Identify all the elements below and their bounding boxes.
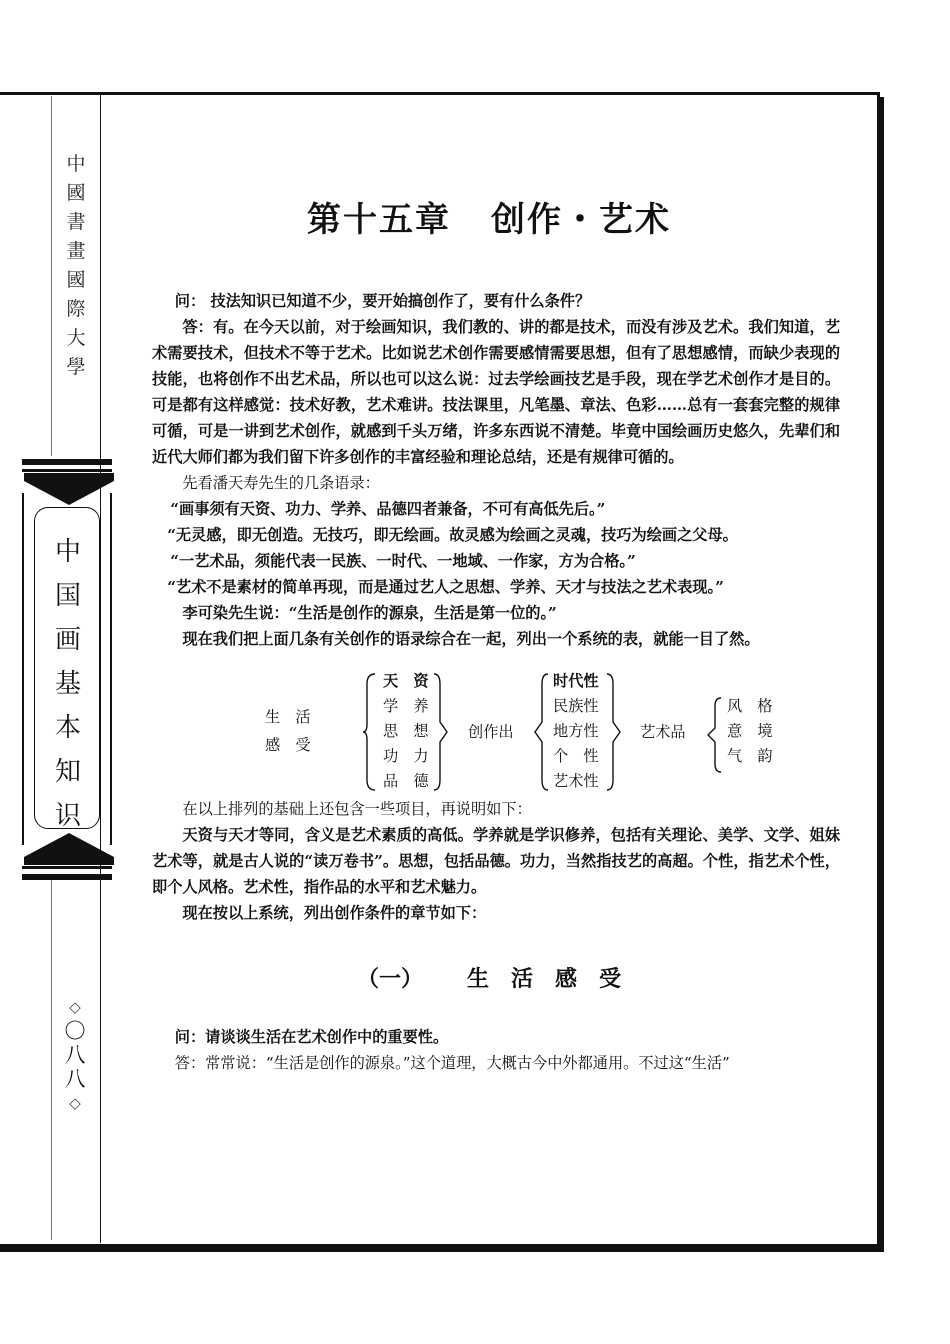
banner-top-bar <box>22 459 112 465</box>
chapter-title <box>100 192 878 241</box>
book-title-char: 本 <box>54 713 81 743</box>
scheme-quality-item: 思 想 <box>383 722 429 740</box>
diamond-icon: ◇ <box>69 998 81 1016</box>
series-title-char: 國 <box>66 269 86 291</box>
quote: “无灵感，即无创造。无技巧，即无绘画。故灵感为绘画之灵魂，技巧为绘画之父母。 <box>167 526 738 544</box>
scheme-quality-item: 天 资 <box>383 672 429 690</box>
quote: “画事须有天资、功力、学养、品德四者兼备，不可有高低先后。” <box>170 500 606 518</box>
scheme-trait-item: 个 性 <box>553 747 599 765</box>
section-number: （一） <box>356 966 423 992</box>
book-title-char: 国 <box>54 581 81 611</box>
brace-left-icon <box>532 672 550 792</box>
book-title-char: 识 <box>54 801 81 831</box>
chapter-number: 第十五章 <box>307 200 451 240</box>
li-quote: 李可染先生说：“生活是创作的源泉，生活是第一位的。” <box>182 604 557 622</box>
section-question: 问：请谈谈生活在艺术创作中的重要性。 <box>174 1028 449 1046</box>
scheme-quality-item: 学 养 <box>383 697 429 715</box>
book-title-char: 画 <box>54 625 81 655</box>
explanation-text <box>152 796 840 926</box>
intro-text <box>152 288 840 652</box>
question: 问： 技法知识已知道不少，要开始搞创作了，要有什么条件？ <box>174 292 591 310</box>
scheme-artwork-label: 艺术品 <box>640 723 686 741</box>
scheme-trait-item: 地方性 <box>553 722 599 740</box>
section-name: 生 活 感 受 <box>467 966 622 992</box>
scheme-quality-item: 品 德 <box>383 772 429 790</box>
book-title-char: 中 <box>54 537 81 567</box>
banner-chevron-bottom <box>24 833 114 865</box>
book-title-char: 知 <box>54 757 81 787</box>
book-title-banner <box>22 493 112 845</box>
book-title <box>35 530 101 838</box>
section-title <box>100 962 878 993</box>
answer: 答：有。在今天以前，对于绘画知识，我们教的、讲的都是技术，而没有涉及艺术。我们知道，艺术需要技术，但技术不等于艺术。比如说艺术创作需要感情需要思想，但有了思想感情，而缺少表现的技能，也将创作不出艺术品，所以也可以这么说：过去学绘画技艺是手段，现在学艺术创作才是目的。可是都有这样感觉：技术好教，艺术难讲。技法课里，凡笔墨、章法、色彩……总有一套套完整的规律可循，可是一讲到艺术创作，就感到千头万绪，许多东西说不清楚。毕竟中国绘画历史悠久，先辈们和近代大师们都为我们留下许多创作的丰富经验和理论总结，还是有规律可循的。 <box>152 318 840 466</box>
creation-scheme <box>150 668 850 796</box>
quote: “一艺术品，须能代表一民族、一时代、一地域、一作家，方为合格。” <box>170 552 636 570</box>
margin-rule-top <box>51 96 52 456</box>
summary-intro: 现在我们把上面几条有关创作的语录综合在一起，列出一个系统的表，就能一目了然。 <box>182 630 760 648</box>
brace-right-icon <box>432 672 450 792</box>
banner-bottom-bar <box>22 874 112 880</box>
chapter-name: 创作・艺术 <box>491 200 671 240</box>
lead-paragraph: 先看潘天寿先生的几条语录： <box>182 474 380 492</box>
banner-top-bar-thin <box>22 469 112 472</box>
series-title-char: 國 <box>66 182 86 204</box>
series-title-char: 書 <box>66 211 86 233</box>
explanation-intro: 在以上排列的基础上还包含一些项目，再说明如下： <box>182 800 532 818</box>
brace-right-icon <box>605 672 623 792</box>
explanation-outro: 现在按以上系统，列出创作条件的章节如下： <box>182 904 487 922</box>
margin-rule-bottom <box>51 880 52 1240</box>
quote: “艺术不是素材的简单再现，而是通过艺人之思想、学养、天才与技法之艺术表现。” <box>167 578 724 596</box>
explanation-body: 天资与天才等同，含义是艺术素质的高低。学养就是学识修养，包括有关理论、美学、文学、姐妹艺术等，就是古人说的“读万卷书”。思想，包括品德。功力，当然指技艺的高超。个性，指艺术个性，即个人风格。艺术性，指作品的水平和艺术魅力。 <box>152 826 840 896</box>
series-title-char: 學 <box>66 356 86 378</box>
diamond-icon: ◇ <box>69 1094 81 1112</box>
scheme-result-item: 气 韵 <box>727 747 773 765</box>
scheme-result-item: 风 格 <box>727 697 773 715</box>
book-title-char: 基 <box>54 669 81 699</box>
brace-left-icon <box>363 672 377 792</box>
page-number-char: 八 <box>64 1043 86 1067</box>
page-number-char: 八 <box>64 1067 86 1091</box>
series-title <box>64 150 88 382</box>
scheme-source-item: 生 活 <box>265 708 311 726</box>
banner-chevron-top <box>24 473 114 505</box>
series-title-char: 畫 <box>66 240 86 262</box>
brace-left-icon <box>705 696 723 774</box>
series-title-char: 中 <box>66 153 86 175</box>
section-answer: 答：常常说：“生活是创作的源泉。”这个道理，大概古今中外都通用。不过这“生活” <box>174 1054 730 1072</box>
scheme-trait-item: 时代性 <box>553 672 599 690</box>
page-number <box>63 995 87 1115</box>
scheme-result-item: 意 境 <box>727 722 773 740</box>
page-number-char: 〇 <box>64 1019 86 1043</box>
scheme-trait-item: 民族性 <box>553 697 599 715</box>
banner-bottom-bar-thin <box>22 866 112 869</box>
scheme-quality-item: 功 力 <box>383 747 429 765</box>
section-text <box>152 1024 840 1076</box>
book-title-box <box>34 507 100 829</box>
scheme-create-label: 创作出 <box>468 723 514 741</box>
scheme-source-item: 感 受 <box>265 736 311 754</box>
series-title-char: 際 <box>66 298 86 320</box>
series-title-char: 大 <box>66 327 86 349</box>
scheme-trait-item: 艺术性 <box>553 772 599 790</box>
